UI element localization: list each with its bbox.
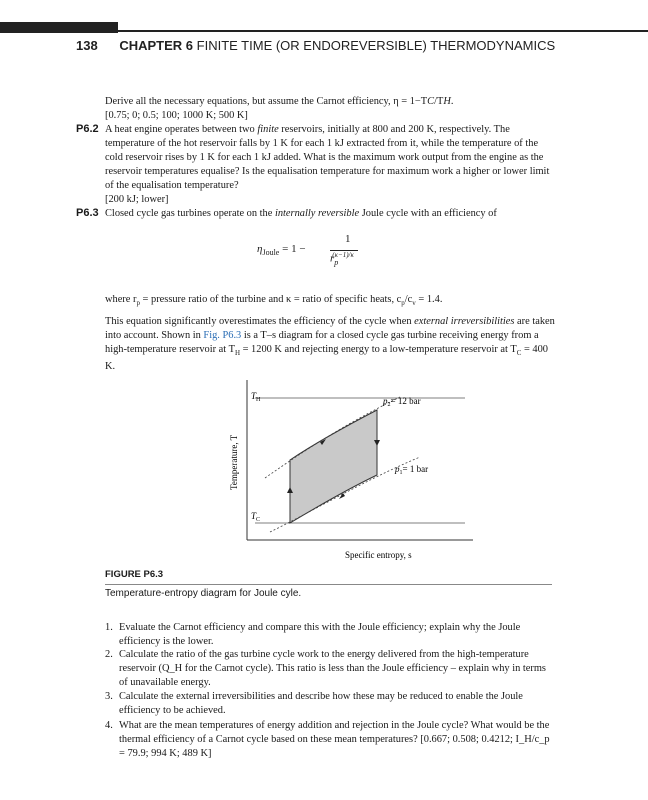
page-number: 138	[76, 38, 98, 53]
p63-body: This equation significantly overestimates the efficiency of the cycle when external irreversibilities are taken into account. Shown in Fig. P6.3 is a T–s diagram for a closed cycle gas turbine receiving energy from a high-temperature reservoir at $T_H = 1200$ K and rejecting energy to a low-temperature reservoir at $T_C = 400$ K.	[105, 316, 555, 373]
th-label: $T_H$	[251, 391, 261, 403]
x-axis-label: Specific entropy, s	[345, 550, 412, 560]
intro-text: Derive all the necessary equations, but assume the Carnot efficiency, η = 1−TC/TH. [0.75; 0; 0.5; 100; 1000 K; 500 K]	[105, 96, 454, 121]
p62-answer: [200 kJ; lower]	[105, 194, 169, 205]
chapter-title: FINITE TIME (OR ENDOREVERSIBLE) THERMODYNAMICS	[196, 38, 556, 53]
intro-answer: [0.75; 0; 0.5; 100; 1000 K; 500 K]	[105, 110, 248, 121]
figure-caption-label: FIGURE P6.3	[105, 569, 164, 580]
problem-label-p63: P6.3	[76, 207, 99, 219]
joule-equation-lhs: $\eta_{Joule} = 1$ −	[257, 243, 306, 258]
where-text: where $r_p$ = pressure ratio of the turbine and κ = ratio of specific heats, $c_p/c_v = 1.4$.	[105, 294, 443, 308]
joule-equation-numerator: 1	[345, 233, 351, 245]
p2-label: $p_2= 12$ bar	[383, 396, 421, 408]
ts-diagram	[215, 380, 475, 570]
running-header	[76, 38, 555, 53]
problem-p63-intro: Closed cycle gas turbines operate on the internally reversible Joule cycle with an efficiency of	[105, 208, 497, 219]
figure-caption: Temperature-entropy diagram for Joule cyle.	[105, 588, 302, 599]
header-bar	[0, 22, 118, 33]
problem-p62-text: A heat engine operates between two finite reservoirs, initially at 800 and 200 K, respectively. The temperature of the hot reservoir falls by 1 K for each 1 kJ extracted from it, while the temperature of the cold reservoir rises by 1 K for each 1 kJ added. What is the maximum work output from the engine as the reservoir temperatures equalise? Is the equalisation temperature for maximum work a higher or lower limit of the equalisation temperature? [200 kJ; lower]	[105, 124, 550, 205]
chapter-label: CHAPTER 6	[119, 38, 194, 53]
cycle-area	[290, 410, 377, 523]
figure-reference-link[interactable]: Fig. P6.3	[203, 330, 242, 341]
tc-label: $T_C$	[251, 511, 261, 523]
caption-rule	[105, 584, 552, 585]
y-axis-label: Temperature, T	[229, 434, 239, 490]
problem-label-p62: P6.2	[76, 123, 99, 135]
p1-label: $p_1= 1$ bar	[395, 464, 429, 476]
joule-equation-denominator: $r_p^{(\kappa-1)/\kappa}$	[330, 251, 354, 267]
header-rule	[118, 30, 648, 32]
